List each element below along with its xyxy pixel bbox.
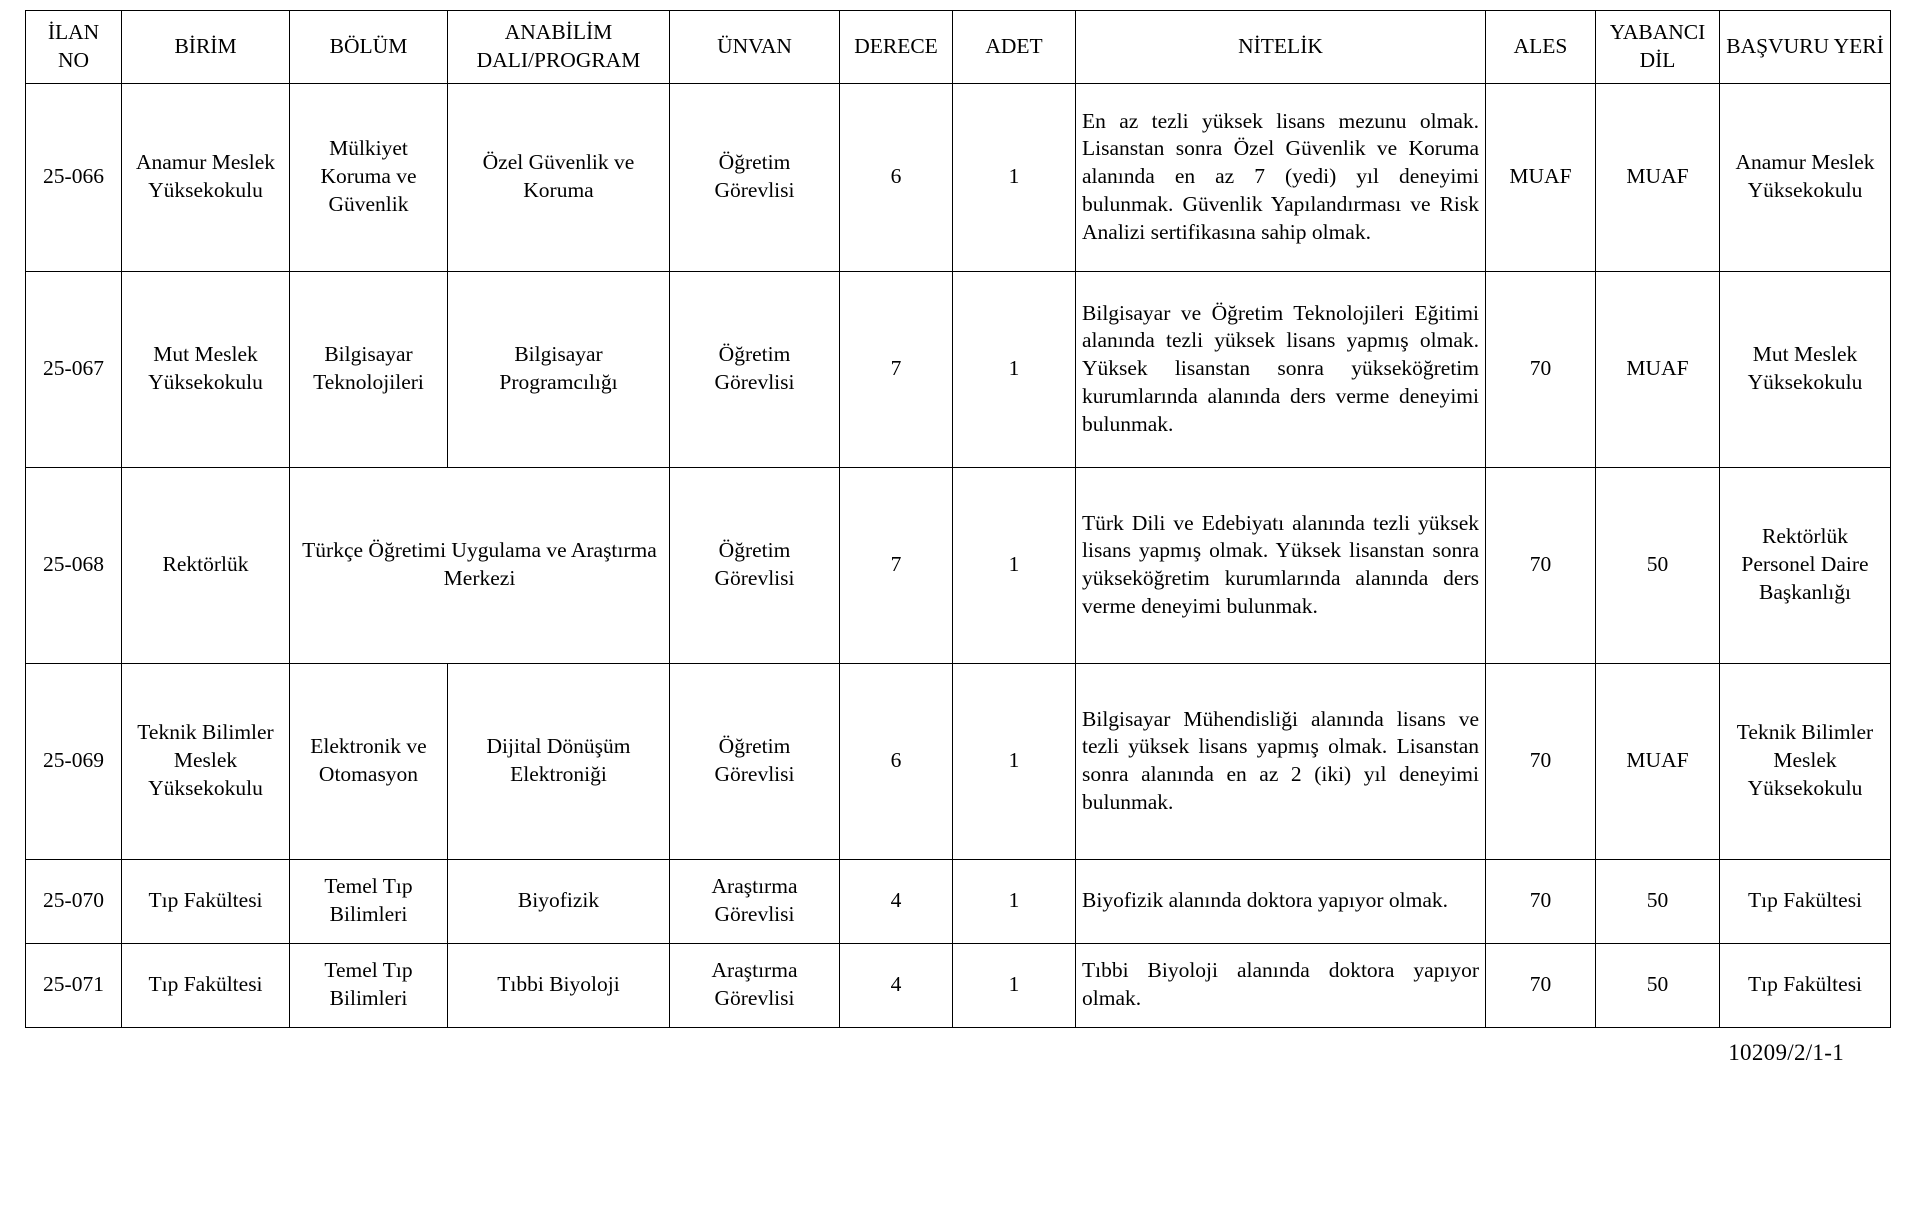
cell-nitelik: Bilgisayar ve Öğretim Teknolojileri Eğitimi alanında tezli yüksek lisans yapmış olmak. Yüksek lisanstan sonra yükseköğretim kurumlarında alanında ders verme deneyimi bulunmak. [1076, 271, 1486, 467]
cell-derece: 6 [840, 663, 953, 859]
cell-bolum: Temel Tıp Bilimleri [290, 943, 448, 1027]
cell-unvan: Öğretim Görevlisi [670, 467, 840, 663]
cell-ilan-no: 25-066 [26, 83, 122, 271]
cell-yabanci-dil: 50 [1596, 943, 1720, 1027]
cell-adet: 1 [953, 271, 1076, 467]
cell-bolum: Temel Tıp Bilimleri [290, 859, 448, 943]
cell-ilan-no: 25-070 [26, 859, 122, 943]
cell-unvan: Öğretim Görevlisi [670, 271, 840, 467]
cell-anabilim: Bilgisayar Programcılığı [448, 271, 670, 467]
cell-ales: 70 [1486, 271, 1596, 467]
cell-adet: 1 [953, 859, 1076, 943]
cell-birim: Rektörlük [122, 467, 290, 663]
cell-basvuru-yeri: Rektörlük Personel Daire Başkanlığı [1720, 467, 1891, 663]
cell-adet: 1 [953, 83, 1076, 271]
cell-nitelik: Biyofizik alanında doktora yapıyor olmak. [1076, 859, 1486, 943]
cell-nitelik: Tıbbi Biyoloji alanında doktora yapıyor olmak. [1076, 943, 1486, 1027]
cell-derece: 7 [840, 271, 953, 467]
cell-birim: Tıp Fakültesi [122, 859, 290, 943]
column-header-nitelik: NİTELİK [1076, 11, 1486, 84]
cell-birim: Anamur Meslek Yüksekokulu [122, 83, 290, 271]
cell-yabanci-dil: MUAF [1596, 663, 1720, 859]
cell-adet: 1 [953, 467, 1076, 663]
job-postings-table [25, 10, 1891, 1028]
column-header-anabilim: ANABİLİM DALI/PROGRAM [448, 11, 670, 84]
cell-derece: 4 [840, 859, 953, 943]
table-row [26, 467, 1891, 663]
cell-bolum: Mülkiyet Koruma ve Güvenlik [290, 83, 448, 271]
cell-nitelik: Türk Dili ve Edebiyatı alanında tezli yüksek lisans yapmış olmak. Yüksek lisanstan sonra yükseköğretim kurumlarında alanında ders verme deneyimi bulunmak. [1076, 467, 1486, 663]
cell-unvan: Araştırma Görevlisi [670, 943, 840, 1027]
cell-adet: 1 [953, 943, 1076, 1027]
cell-unvan: Araştırma Görevlisi [670, 859, 840, 943]
cell-ilan-no: 25-069 [26, 663, 122, 859]
cell-anabilim: Özel Güvenlik ve Koruma [448, 83, 670, 271]
cell-anabilim: Tıbbi Biyoloji [448, 943, 670, 1027]
cell-ilan-no: 25-071 [26, 943, 122, 1027]
column-header-unvan: ÜNVAN [670, 11, 840, 84]
cell-ales: 70 [1486, 859, 1596, 943]
cell-derece: 6 [840, 83, 953, 271]
cell-nitelik: Bilgisayar Mühendisliği alanında lisans ve tezli yüksek lisans yapmış olmak. Lisanstan sonra alanında en az 2 (iki) yıl deneyimi bulunmak. [1076, 663, 1486, 859]
cell-ales: 70 [1486, 943, 1596, 1027]
cell-basvuru-yeri: Tıp Fakültesi [1720, 943, 1891, 1027]
cell-basvuru-yeri: Anamur Meslek Yüksekokulu [1720, 83, 1891, 271]
cell-yabanci-dil: MUAF [1596, 83, 1720, 271]
table-header-row [26, 11, 1891, 84]
table-row [26, 943, 1891, 1027]
cell-basvuru-yeri: Tıp Fakültesi [1720, 859, 1891, 943]
cell-derece: 7 [840, 467, 953, 663]
column-header-birim: BİRİM [122, 11, 290, 84]
cell-birim: Teknik Bilimler Meslek Yüksekokulu [122, 663, 290, 859]
cell-ilan-no: 25-068 [26, 467, 122, 663]
cell-ales: MUAF [1486, 83, 1596, 271]
table-row [26, 271, 1891, 467]
footer-reference-code: 10209/2/1-1 [1728, 1039, 1844, 1065]
column-header-yabanci-dil: YABANCI DİL [1596, 11, 1720, 84]
column-header-adet: ADET [953, 11, 1076, 84]
column-header-ilan-no: İLAN NO [26, 11, 122, 84]
cell-ales: 70 [1486, 467, 1596, 663]
cell-basvuru-yeri: Mut Meslek Yüksekokulu [1720, 271, 1891, 467]
table-row [26, 83, 1891, 271]
cell-nitelik: En az tezli yüksek lisans mezunu olmak. Lisanstan sonra Özel Güvenlik ve Koruma alanında en az 7 (yedi) yıl deneyimi bulunmak. Güvenlik Yapılandırması ve Risk Analizi sertifikasına sahip olmak. [1076, 83, 1486, 271]
table-row [26, 859, 1891, 943]
cell-ales: 70 [1486, 663, 1596, 859]
cell-yabanci-dil: 50 [1596, 859, 1720, 943]
cell-bolum-anabilim-merged: Türkçe Öğretimi Uygulama ve Araştırma Merkezi [290, 467, 670, 663]
cell-anabilim: Dijital Dönüşüm Elektroniği [448, 663, 670, 859]
table-row [26, 663, 1891, 859]
cell-ilan-no: 25-067 [26, 271, 122, 467]
cell-unvan: Öğretim Görevlisi [670, 663, 840, 859]
cell-anabilim: Biyofizik [448, 859, 670, 943]
cell-basvuru-yeri: Teknik Bilimler Meslek Yüksekokulu [1720, 663, 1891, 859]
cell-unvan: Öğretim Görevlisi [670, 83, 840, 271]
cell-birim: Mut Meslek Yüksekokulu [122, 271, 290, 467]
cell-derece: 4 [840, 943, 953, 1027]
column-header-bolum: BÖLÜM [290, 11, 448, 84]
column-header-derece: DERECE [840, 11, 953, 84]
cell-yabanci-dil: MUAF [1596, 271, 1720, 467]
column-header-ales: ALES [1486, 11, 1596, 84]
cell-bolum: Elektronik ve Otomasyon [290, 663, 448, 859]
cell-bolum: Bilgisayar Teknolojileri [290, 271, 448, 467]
cell-adet: 1 [953, 663, 1076, 859]
column-header-basvuru-yeri: BAŞVURU YERİ [1720, 11, 1891, 84]
cell-birim: Tıp Fakültesi [122, 943, 290, 1027]
cell-yabanci-dil: 50 [1596, 467, 1720, 663]
